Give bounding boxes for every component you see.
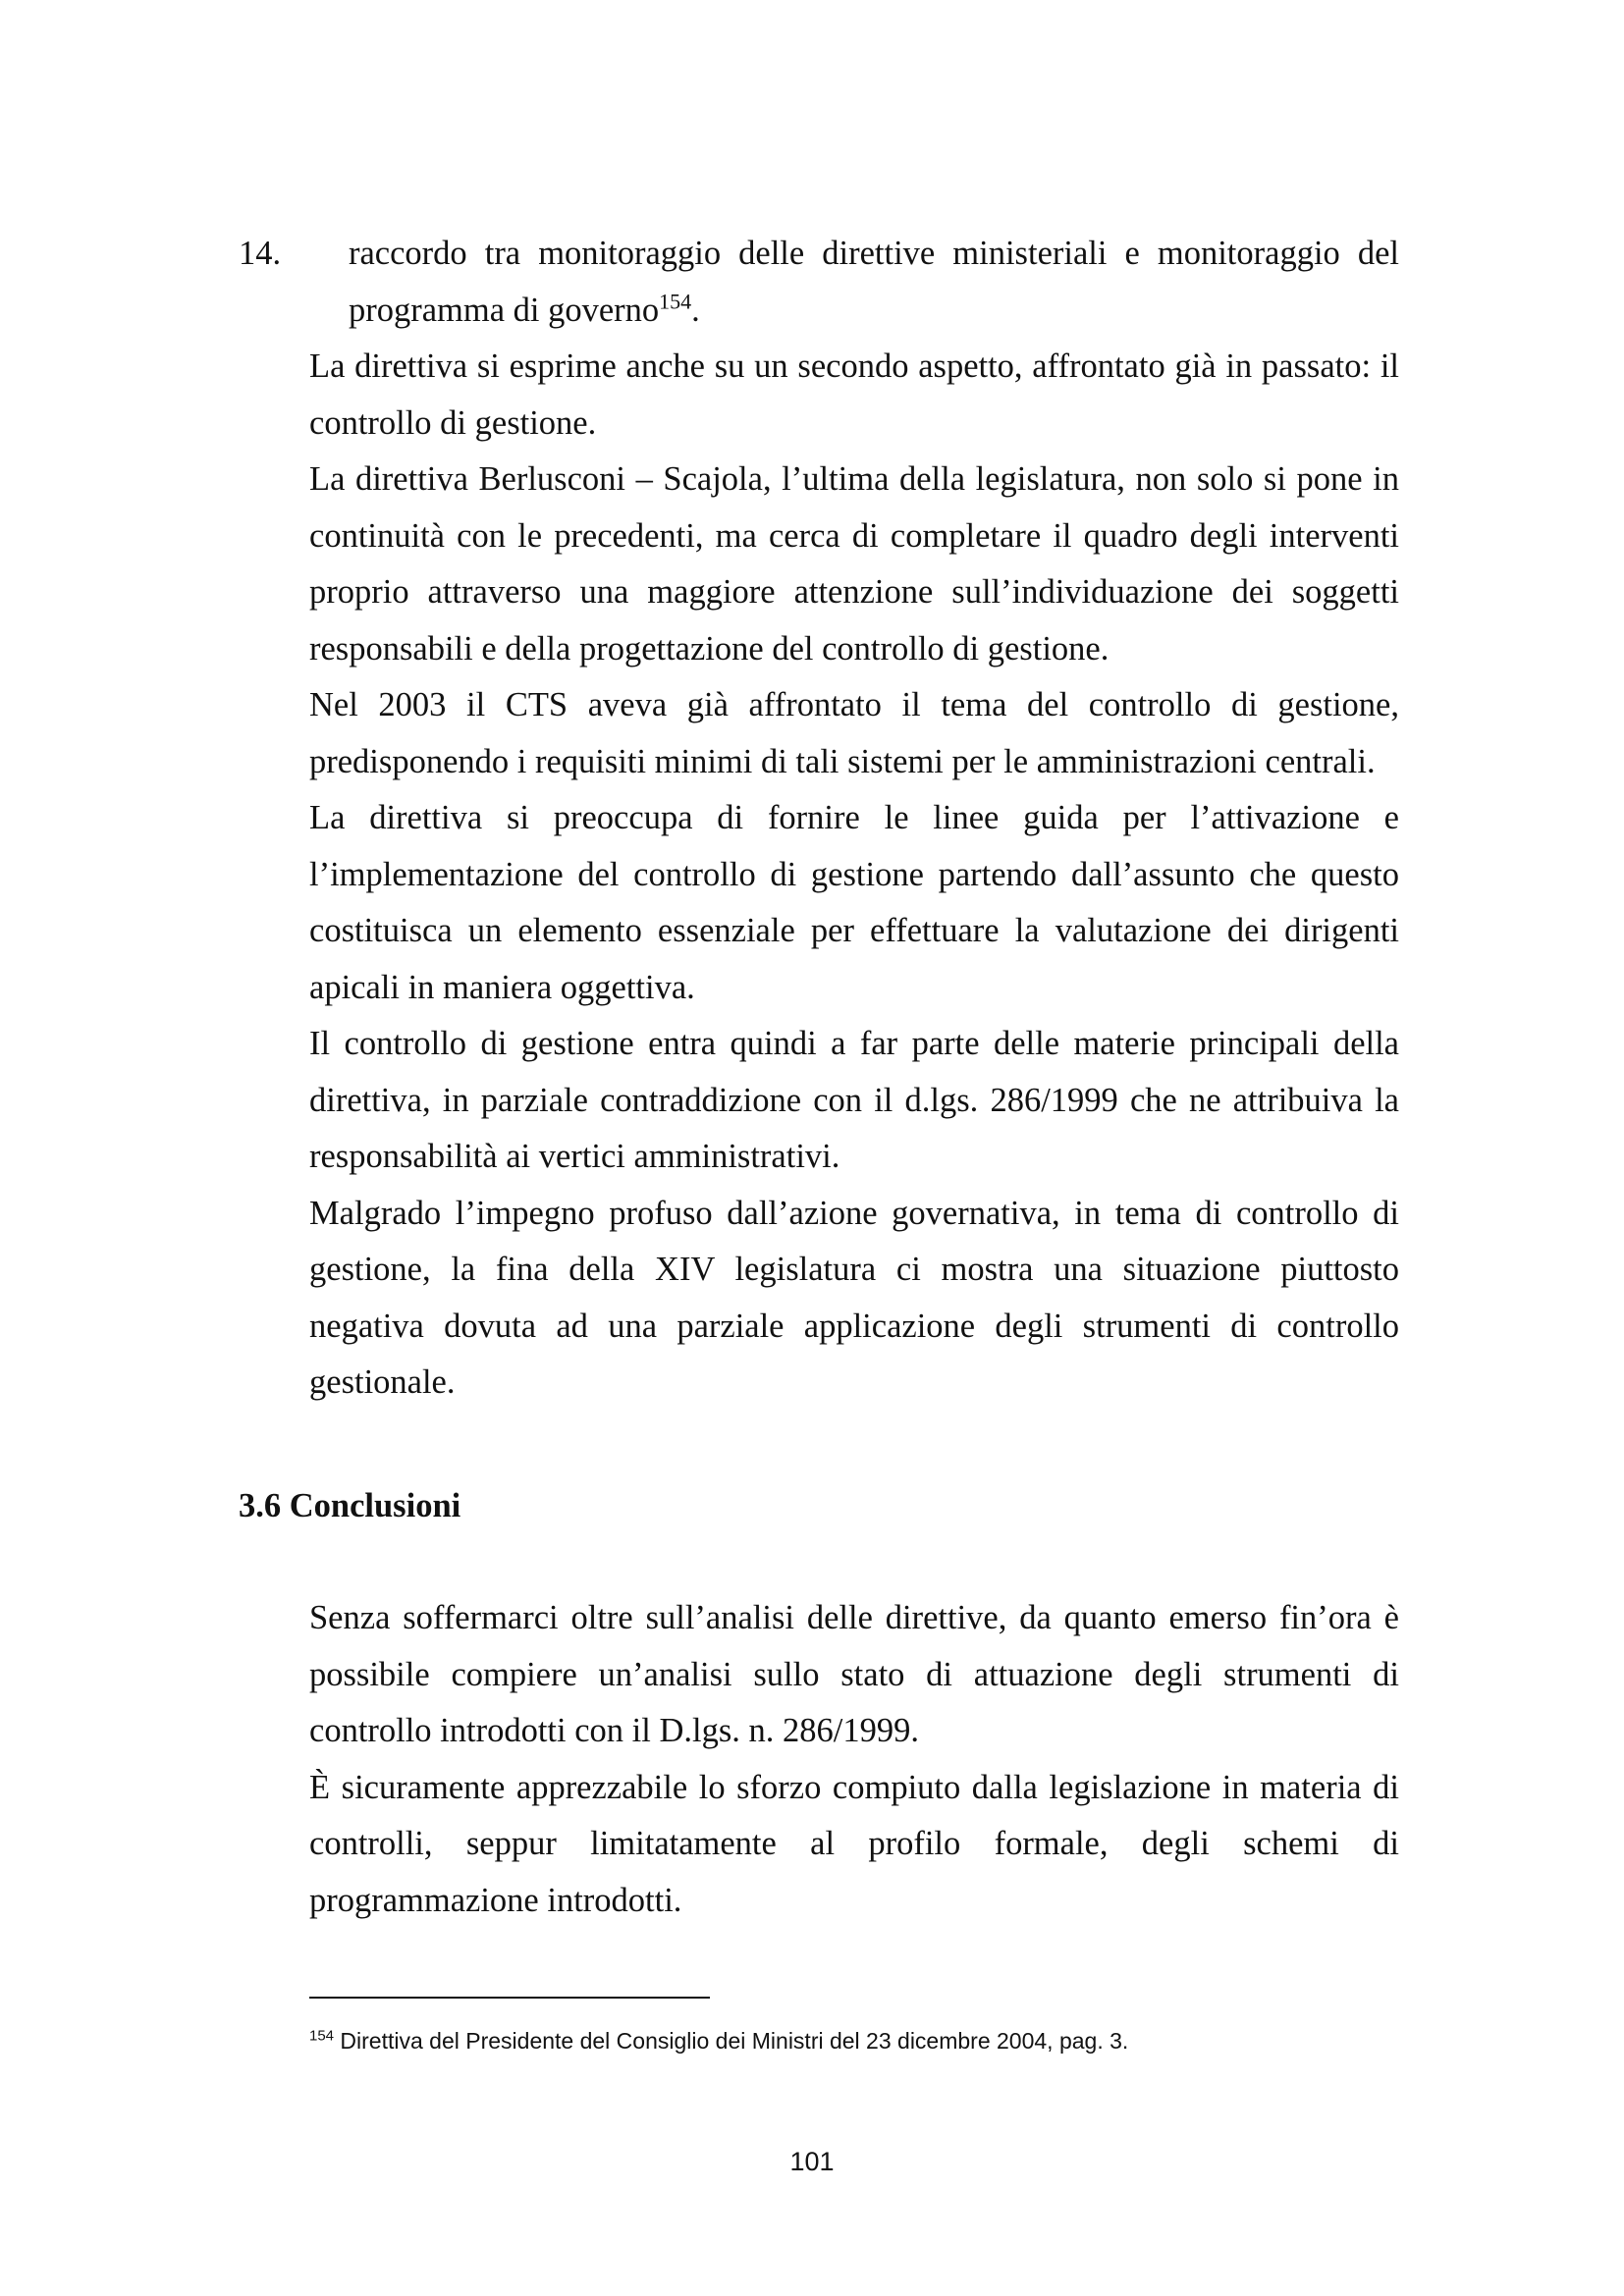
paragraph: È sicuramente apprezzabile lo sforzo compiuto dalla legislazione in materia di controlli, seppur limitatamente al profilo formale, degli schemi di programmazione introdotti.: [309, 1768, 1399, 1919]
list-item-text-line1: raccordo tra monitoraggio delle direttive ministeriali e monitoraggio del: [349, 235, 1399, 272]
footnote-154: [309, 2026, 1399, 2056]
footnote-separator: [309, 1997, 710, 1999]
paragraph: Il controllo di gestione entra quindi a far parte delle materie principali della direttiva, in parziale contraddizione con il d.lgs. 286/1999 che ne attribuiva la responsabilità ai vertici amministrativi.: [309, 1025, 1399, 1175]
paragraph: La direttiva si esprime anche su un secondo aspetto, affrontato già in passato: il controllo di gestione.: [309, 347, 1399, 442]
list-item-text-line2: [349, 283, 1399, 340]
paragraph: Nel 2003 il CTS aveva già affrontato il tema del controllo di gestione, predisponendo i requisiti minimi di tali sistemi per le amministrazioni centrali.: [309, 686, 1399, 780]
body-text-before-heading: [309, 339, 1399, 1412]
list-item-period: .: [691, 291, 700, 329]
paragraph: La direttiva si preoccupa di fornire le linee guida per l’attivazione e l’implementazione del controllo di gestione partendo dall’assunto che questo costituisca un elemento essenziale per effettuare la valutazione dei dirigenti apicali in maniera oggettiva.: [309, 799, 1399, 1006]
page-number: 101: [789, 2147, 835, 2176]
footnote-number: 154: [309, 2027, 335, 2045]
paragraph: La direttiva Berlusconi – Scajola, l’ultima della legislatura, non solo si pone in continuità con le precedenti, ma cerca di completare il quadro degli interventi proprio attraverso una maggiore attenzione sull’individuazione dei soggetti responsabili e della progettazione del controllo di gestione.: [309, 460, 1399, 667]
footnote-reference: 154: [659, 289, 692, 313]
list-item-text-line2-content: programma di governo: [349, 291, 660, 329]
paragraph: Senza soffermarci oltre sull’analisi delle direttive, da quanto emerso fin’ora è possibile compiere un’analisi sullo stato di attuazione degli strumenti di controllo introdotti con il D.lgs. n. 286/1999.: [309, 1599, 1399, 1749]
list-item-body: [349, 226, 1399, 339]
section-heading: 3.6 Conclusioni: [239, 1487, 461, 1524]
footnote-text: Direttiva del Presidente del Consiglio dei Ministri del 23 dicembre 2004, pag. 3.: [334, 2028, 1129, 2054]
body-text-after-heading: [309, 1590, 1399, 1929]
list-item-14: [239, 226, 1399, 339]
paragraph: Malgrado l’impegno profuso dall’azione governativa, in tema di controllo di gestione, la fina della XIV legislatura ci mostra una situazione piuttosto negativa dovuta ad una parziale applicazione degli strumenti di controllo gestionale.: [309, 1194, 1399, 1401]
list-item-number: 14.: [239, 235, 282, 272]
